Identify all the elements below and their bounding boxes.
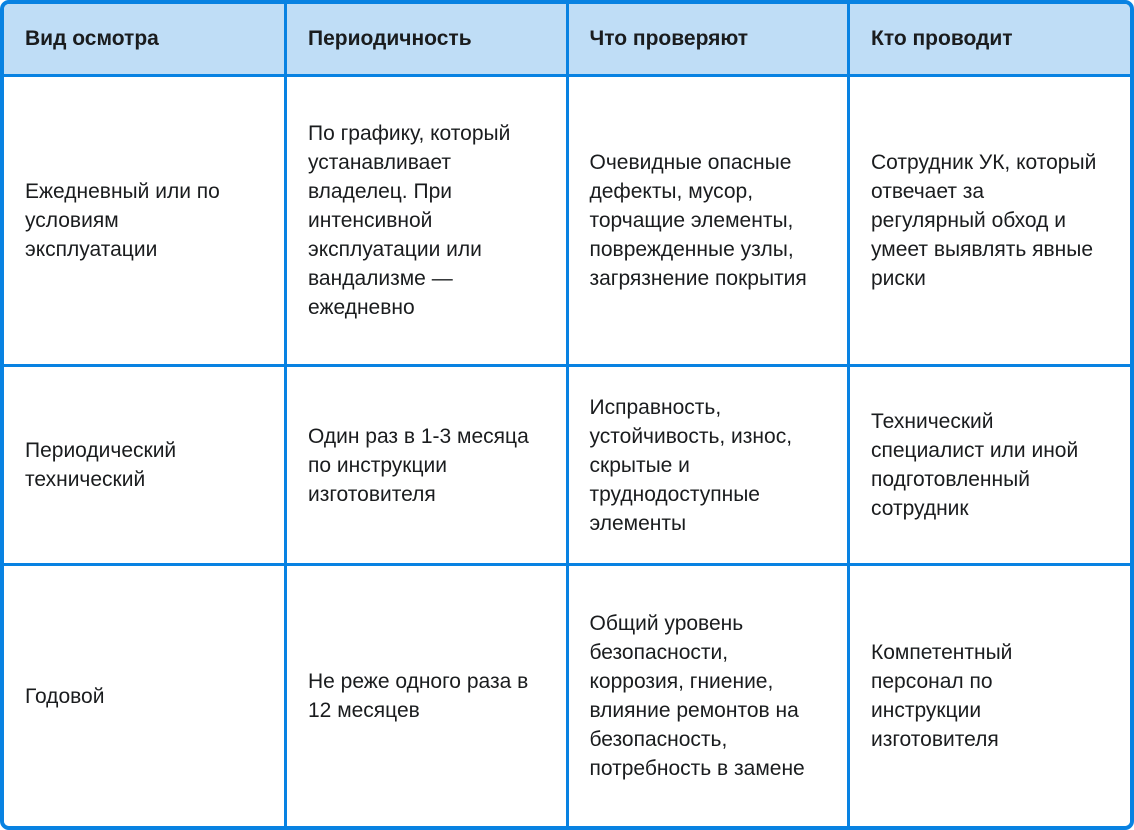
table-row-daily	[4, 75, 1130, 365]
table-row-annual	[4, 565, 1130, 826]
cell-frequency: Один раз в 1-3 месяца по инструкции изготовителя	[286, 365, 568, 564]
col-header-who-conducts: Кто проводит	[849, 4, 1131, 75]
col-header-what-checked: Что проверяют	[567, 4, 849, 75]
cell-what-checked: Общий уровень безопасности, коррозия, гниение, влияние ремонтов на безопасность, потребность в замене	[567, 565, 849, 826]
cell-who-conducts: Компетентный персонал по инструкции изготовителя	[849, 565, 1131, 826]
cell-inspection-type: Ежедневный или по условиям эксплуатации	[4, 75, 286, 365]
cell-what-checked: Исправность, устойчивость, износ, скрытые и труднодоступные элементы	[567, 365, 849, 564]
cell-inspection-type: Периодический технический	[4, 365, 286, 564]
table-row-periodic	[4, 365, 1130, 564]
table-header-row	[4, 4, 1130, 75]
col-header-frequency: Периодичность	[286, 4, 568, 75]
cell-what-checked: Очевидные опасные дефекты, мусор, торчащие элементы, поврежденные узлы, загрязнение покрытия	[567, 75, 849, 365]
cell-who-conducts: Технический специалист или иной подготовленный сотрудник	[849, 365, 1131, 564]
cell-frequency: Не реже одного раза в 12 месяцев	[286, 565, 568, 826]
cell-who-conducts: Сотрудник УК, который отвечает за регулярный обход и умеет выявлять явные риски	[849, 75, 1131, 365]
col-header-inspection-type: Вид осмотра	[4, 4, 286, 75]
cell-inspection-type: Годовой	[4, 565, 286, 826]
cell-frequency: По графику, который устанавливает владелец. При интенсивной эксплуатации или вандализме — ежедневно	[286, 75, 568, 365]
inspection-table	[4, 4, 1130, 826]
